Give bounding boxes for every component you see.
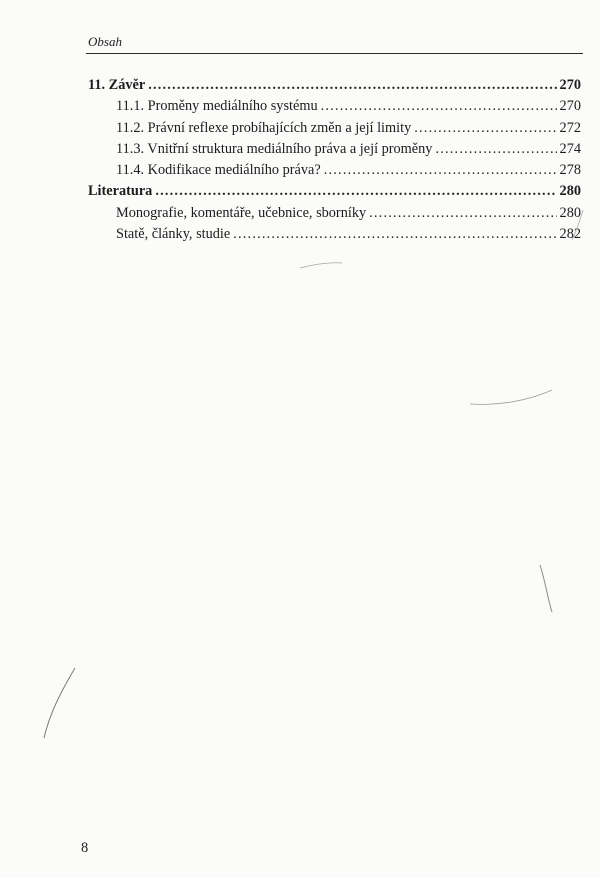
running-head: Obsah — [88, 34, 122, 49]
toc-dot-leader — [233, 226, 556, 243]
toc-dot-leader — [435, 141, 556, 158]
toc-entry-page: 282 — [559, 226, 581, 243]
toc-entry[interactable] — [88, 77, 581, 98]
toc-dot-leader — [155, 183, 556, 200]
table-of-contents — [88, 77, 581, 247]
toc-entry[interactable] — [88, 120, 581, 141]
toc-entry-page: 274 — [559, 140, 581, 157]
toc-entry-title: 11.4. Kodifikace mediálního práva? — [116, 162, 321, 179]
toc-entry-page: 280 — [559, 204, 581, 221]
toc-entry-page: 270 — [559, 98, 581, 115]
toc-entry-page: 278 — [559, 162, 581, 179]
toc-entry[interactable] — [88, 141, 581, 162]
toc-entry[interactable] — [88, 98, 581, 119]
toc-entry-title: 11.2. Právní reflexe probíhajících změn a její limity — [116, 119, 412, 136]
toc-entry-page: 280 — [559, 183, 581, 200]
page-number: 8 — [81, 840, 89, 856]
toc-dot-leader — [369, 205, 556, 222]
toc-entry-page: 270 — [559, 77, 581, 93]
header-rule — [86, 53, 583, 54]
toc-entry-title: Monografie, komentáře, učebnice, sborníky — [116, 204, 367, 221]
toc-dot-leader — [414, 120, 556, 137]
toc-entry[interactable] — [88, 226, 581, 247]
toc-entry-page: 272 — [559, 119, 581, 136]
toc-entry-title: Literatura — [88, 183, 153, 200]
toc-entry-title: 11.3. Vnitřní struktura mediálního práva a její proměny — [116, 140, 433, 157]
toc-dot-leader — [321, 98, 557, 115]
toc-entry[interactable] — [88, 162, 581, 183]
toc-entry-title: Statě, články, studie — [116, 226, 231, 243]
toc-entry[interactable] — [88, 183, 581, 204]
toc-entry[interactable] — [88, 205, 581, 226]
toc-entry-title: 11.1. Proměny mediálního systému — [116, 98, 318, 115]
toc-dot-leader — [148, 77, 556, 94]
toc-entry-title: 11. Závěr — [88, 77, 146, 93]
toc-dot-leader — [324, 162, 557, 179]
